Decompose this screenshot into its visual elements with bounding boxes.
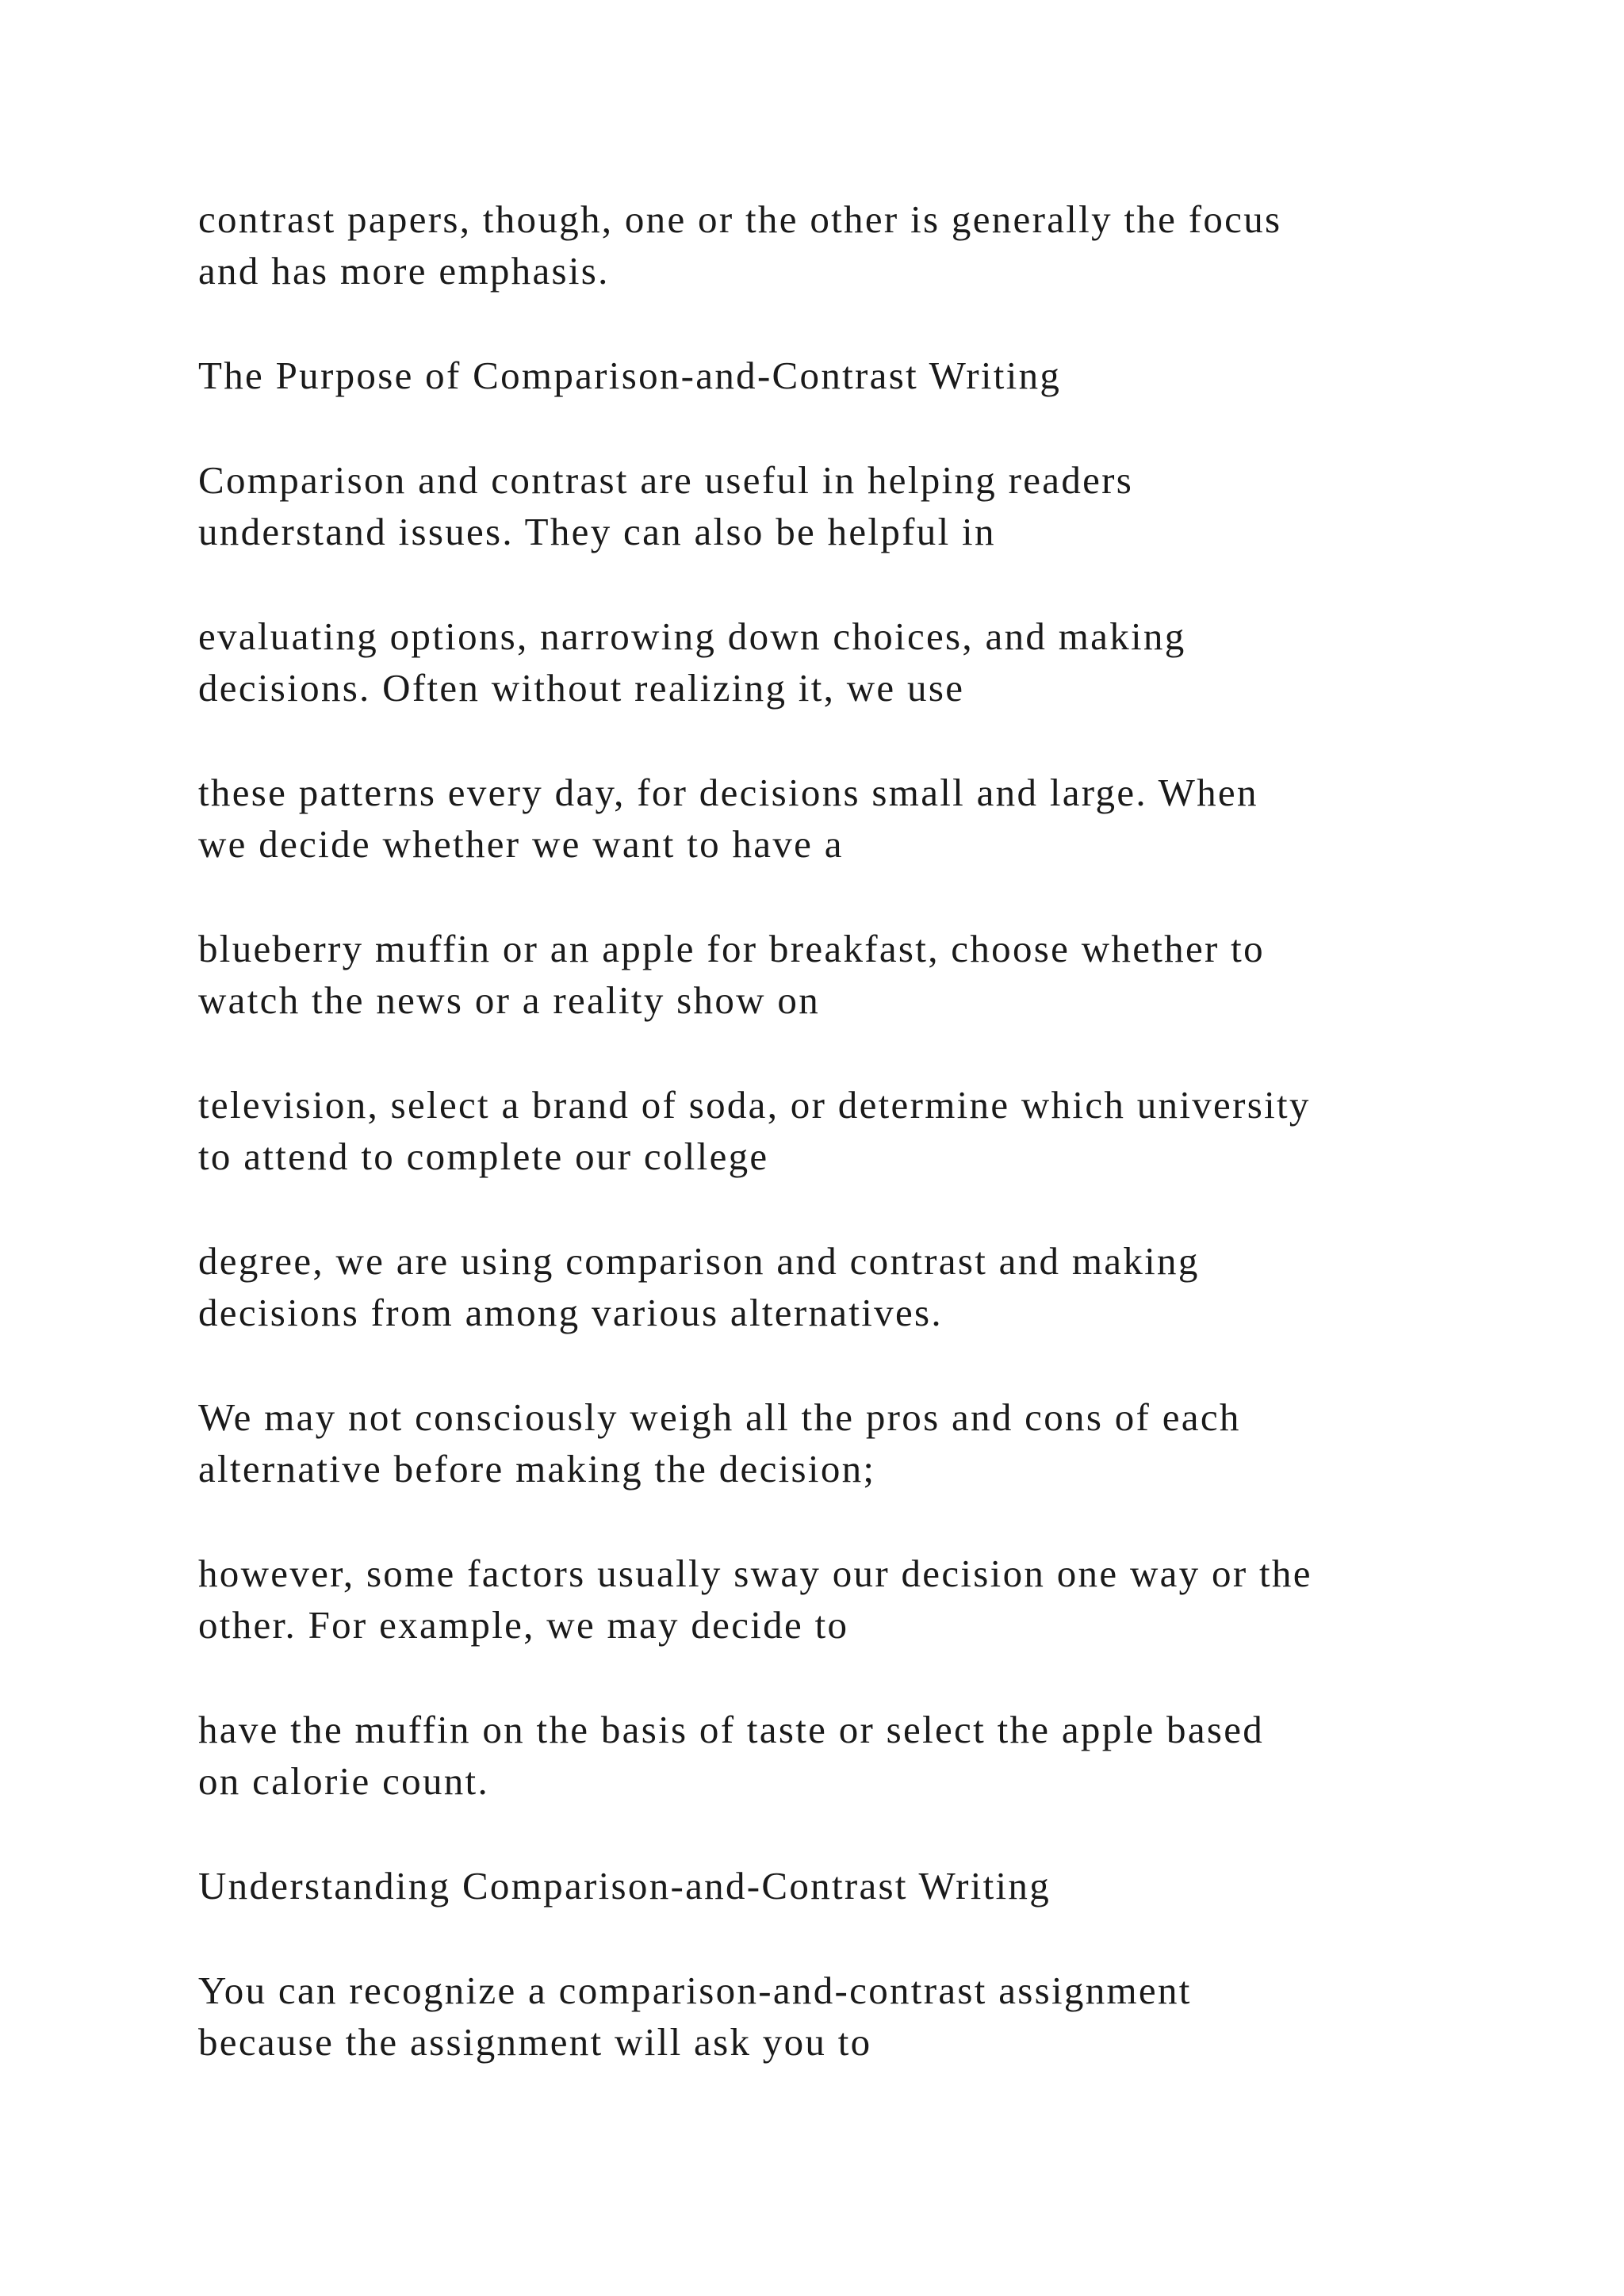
text-line: we decide whether we want to have a: [198, 822, 844, 866]
paragraph-recognize-assignment: [198, 1965, 1483, 2068]
paragraph-useful-readers: [198, 454, 1483, 557]
text-line: understand issues. They can also be helpful in: [198, 510, 996, 553]
paragraph-degree-alternatives: [198, 1235, 1483, 1338]
text-line: have the muffin on the basis of taste or select the apple based: [198, 1708, 1265, 1751]
text-line: however, some factors usually sway our decision one way or the: [198, 1552, 1312, 1595]
text-line: You can recognize a comparison-and-contrast assignment: [198, 1969, 1192, 2012]
text-line: evaluating options, narrowing down choices, and making: [198, 614, 1186, 658]
text-line: alternative before making the decision;: [198, 1447, 876, 1490]
text-line: to attend to complete our college: [198, 1135, 769, 1178]
text-line: degree, we are using comparison and contrast and making: [198, 1239, 1200, 1283]
text-line: because the assignment will ask you to: [198, 2020, 872, 2064]
document-body: [198, 193, 1483, 2121]
text-line: contrast papers, though, one or the other is generally the focus: [198, 197, 1282, 241]
paragraph-focus-emphasis: [198, 193, 1483, 297]
paragraph-television-university: [198, 1079, 1483, 1182]
section-heading-understanding: [198, 1860, 1483, 1911]
section-heading-purpose: [198, 350, 1483, 401]
text-line: television, select a brand of soda, or determine which university: [198, 1083, 1311, 1127]
paragraph-factors-sway: [198, 1548, 1483, 1651]
text-line: blueberry muffin or an apple for breakfast, choose whether to: [198, 927, 1265, 970]
text-line: decisions. Often without realizing it, we use: [198, 666, 965, 710]
heading-text: Understanding Comparison-and-Contrast Writing: [198, 1864, 1051, 1908]
text-line: decisions from among various alternatives.: [198, 1291, 943, 1334]
paragraph-taste-calorie: [198, 1704, 1483, 1807]
text-line: these patterns every day, for decisions small and large. When: [198, 771, 1258, 814]
paragraph-muffin-apple: [198, 923, 1483, 1026]
paragraph-pros-cons: [198, 1391, 1483, 1494]
text-line: We may not consciously weigh all the pros and cons of each: [198, 1395, 1241, 1439]
text-line: other. For example, we may decide to: [198, 1603, 849, 1647]
text-line: Comparison and contrast are useful in helping readers: [198, 458, 1134, 502]
text-line: and has more emphasis.: [198, 249, 610, 293]
text-line: on calorie count.: [198, 1759, 490, 1803]
paragraph-evaluating-options: [198, 610, 1483, 714]
text-line: watch the news or a reality show on: [198, 978, 820, 1022]
heading-text: The Purpose of Comparison-and-Contrast Writing: [198, 354, 1062, 397]
paragraph-patterns-every-day: [198, 767, 1483, 870]
